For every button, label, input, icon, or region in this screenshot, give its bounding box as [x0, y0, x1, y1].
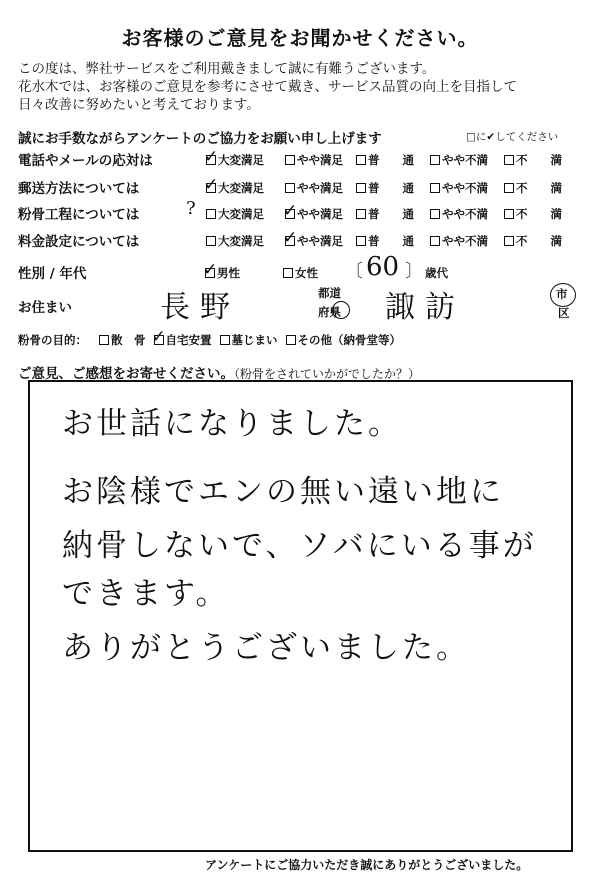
opinion-sublabel: （粉骨をされていかがでしたか？） — [234, 367, 421, 381]
checkmark-icon: ✓ — [151, 327, 166, 347]
rating-option-label: 大変満足 — [218, 207, 264, 221]
purpose-label: 粉骨の目的： — [18, 333, 87, 347]
gender-male-label: 男性 — [217, 266, 240, 280]
rating-option-label: 大変満足 — [218, 181, 264, 195]
rating-checkbox[interactable] — [430, 183, 440, 193]
purpose-option-label: 散 骨 — [111, 333, 146, 347]
rating-option-somewhat-dissatisfied[interactable] — [430, 233, 488, 249]
gender-female-label: 女性 — [295, 266, 318, 280]
rating-option-somewhat-satisfied[interactable] — [283, 228, 343, 249]
purpose-option[interactable] — [151, 327, 212, 347]
rating-checkbox[interactable] — [285, 183, 295, 193]
gender-age-label: 性別 / 年代 — [18, 266, 87, 282]
rating-option-label: やや満足 — [297, 234, 343, 248]
rating-checkbox[interactable] — [356, 183, 366, 193]
rating-checkbox[interactable] — [504, 209, 514, 219]
rating-checkbox[interactable] — [204, 175, 219, 195]
rating-checkbox[interactable] — [206, 209, 216, 219]
rating-option-neutral[interactable] — [356, 152, 414, 168]
rating-option-label: やや満足 — [297, 207, 343, 221]
opinion-label: ご意見、ご感想をお寄せください。 — [18, 366, 234, 382]
handwritten-line-3: 納骨しないで、ソバにいる事が — [62, 528, 537, 564]
rating-checkbox[interactable] — [285, 155, 295, 165]
checkmark-icon: ✓ — [204, 175, 219, 195]
rating-option-somewhat-dissatisfied[interactable] — [430, 152, 488, 168]
gender-male-checkbox[interactable] — [203, 260, 218, 280]
rating-option-label: 普 通 — [368, 181, 414, 195]
check-instruction: □に✔してください — [466, 131, 559, 143]
rating-option-label: 不 満 — [516, 181, 562, 195]
rating-row-label: 郵送方法については — [18, 181, 140, 197]
rating-option-somewhat-dissatisfied[interactable] — [430, 206, 488, 222]
survey-title: お客様のご意見をお聞かせください。 — [121, 26, 479, 50]
rating-option-dissatisfied[interactable] — [504, 152, 562, 168]
intro-line-2: 花水木では、お客様のご意見を参考にさせて戴き、サービス品質の向上を目指して — [18, 79, 517, 95]
rating-option-label: 不 満 — [516, 153, 562, 167]
rating-option-label: やや不満 — [442, 234, 488, 248]
purpose-checkbox[interactable] — [220, 335, 230, 345]
rating-option-very-satisfied[interactable] — [204, 147, 264, 168]
rating-checkbox[interactable] — [356, 155, 366, 165]
gender-male-option[interactable] — [203, 260, 240, 281]
rating-option-neutral[interactable] — [356, 206, 414, 222]
prefecture-suffix-bottom: 府県 — [318, 305, 341, 319]
purpose-option[interactable] — [99, 333, 146, 347]
rating-option-label: 大変満足 — [218, 234, 264, 248]
rating-option-neutral[interactable] — [356, 180, 414, 196]
age-value: 60 — [366, 252, 400, 282]
rating-option-label: 不 満 — [516, 207, 562, 221]
rating-checkbox[interactable] — [204, 147, 219, 167]
purpose-option[interactable] — [286, 333, 402, 347]
purpose-option-label: その他（納骨堂等） — [297, 333, 402, 347]
address-label: お住まい — [18, 300, 72, 316]
rating-option-label: やや満足 — [297, 181, 343, 195]
opinion-box[interactable] — [28, 380, 573, 852]
age-unit: 歳代 — [425, 266, 448, 280]
prefecture-value: 長野 — [160, 290, 240, 325]
gender-female-checkbox[interactable] — [283, 268, 293, 278]
rating-option-very-satisfied[interactable] — [206, 233, 264, 249]
intro-line-3: 日々改善に努めたいと考えております。 — [18, 97, 260, 113]
purpose-checkbox[interactable] — [286, 335, 296, 345]
rating-option-dissatisfied[interactable] — [504, 180, 562, 196]
rating-option-label: 普 通 — [368, 234, 414, 248]
rating-checkbox[interactable] — [430, 209, 440, 219]
rating-checkbox[interactable] — [356, 236, 366, 246]
rating-option-label: 普 通 — [368, 207, 414, 221]
rating-checkbox[interactable] — [504, 183, 514, 193]
purpose-option-label: 自宅安置 — [165, 333, 212, 347]
city-suffix-bottom: 区 — [558, 306, 570, 320]
handwritten-line-2: お陰様でエンの無い遠い地に — [62, 474, 504, 510]
rating-option-label: 大変満足 — [218, 153, 264, 167]
rating-checkbox[interactable] — [430, 236, 440, 246]
purpose-option[interactable] — [220, 333, 278, 347]
handwritten-line-5: ありがとうございました。 — [62, 630, 470, 666]
rating-option-somewhat-dissatisfied[interactable] — [430, 180, 488, 196]
rating-option-label: 不 満 — [516, 234, 562, 248]
intro-line-1: この度は、弊社サービスをご利用戴きまして誠に有難うございます。 — [18, 61, 436, 77]
margin-note: ? — [186, 198, 196, 219]
gender-female-option[interactable] — [283, 265, 318, 281]
rating-checkbox[interactable] — [504, 236, 514, 246]
rating-option-label: やや満足 — [297, 153, 343, 167]
handwritten-line-1: お世話になりました。 — [62, 406, 402, 442]
checkmark-icon: ✓ — [283, 228, 298, 248]
thank-you-footer: アンケートにご協力いただき誠にありがとうございました。 — [205, 858, 529, 872]
rating-option-label: やや不満 — [442, 207, 488, 221]
rating-checkbox[interactable] — [283, 228, 298, 248]
rating-option-somewhat-satisfied[interactable] — [283, 201, 343, 222]
checkmark-icon: ✓ — [283, 201, 298, 221]
purpose-options — [91, 327, 402, 347]
survey-request: 誠にお手数ながらアンケートのご協力をお願い申し上げます — [18, 131, 382, 147]
rating-option-somewhat-satisfied[interactable] — [285, 152, 343, 168]
rating-option-somewhat-satisfied[interactable] — [285, 180, 343, 196]
rating-checkbox[interactable] — [356, 209, 366, 219]
rating-option-label: やや不満 — [442, 153, 488, 167]
rating-option-neutral[interactable] — [356, 233, 414, 249]
purpose-checkbox[interactable] — [151, 327, 166, 347]
checkmark-icon: ✓ — [204, 147, 219, 167]
rating-option-dissatisfied[interactable] — [504, 206, 562, 222]
prefecture-suffix-circle — [332, 301, 350, 319]
age-bracket-close: 〕 — [405, 261, 423, 282]
purpose-row — [18, 327, 402, 348]
prefecture-suffix-top: 都道 — [318, 286, 341, 300]
rating-checkbox[interactable] — [206, 236, 216, 246]
rating-option-label: やや不満 — [442, 181, 488, 195]
rating-row-label: 粉骨工程については — [18, 207, 140, 223]
rating-option-dissatisfied[interactable] — [504, 233, 562, 249]
rating-option-very-satisfied[interactable] — [204, 175, 264, 196]
purpose-checkbox[interactable] — [99, 335, 109, 345]
rating-checkbox[interactable] — [430, 155, 440, 165]
age-bracket-open: 〔 — [345, 261, 363, 282]
rating-row-label: 電話やメールの応対は — [18, 153, 153, 169]
city-suffix-top: 市 — [556, 287, 568, 301]
rating-checkbox[interactable] — [283, 201, 298, 221]
rating-checkbox[interactable] — [504, 155, 514, 165]
city-value: 諏訪 — [385, 290, 465, 325]
opinion-heading — [18, 362, 420, 382]
rating-option-label: 普 通 — [368, 153, 414, 167]
rating-row-label: 料金設定については — [18, 234, 140, 250]
checkmark-icon: ✓ — [203, 260, 218, 280]
purpose-option-label: 墓じまい — [231, 333, 278, 347]
rating-option-very-satisfied[interactable] — [206, 206, 264, 222]
handwritten-line-4: できます。 — [62, 576, 230, 612]
